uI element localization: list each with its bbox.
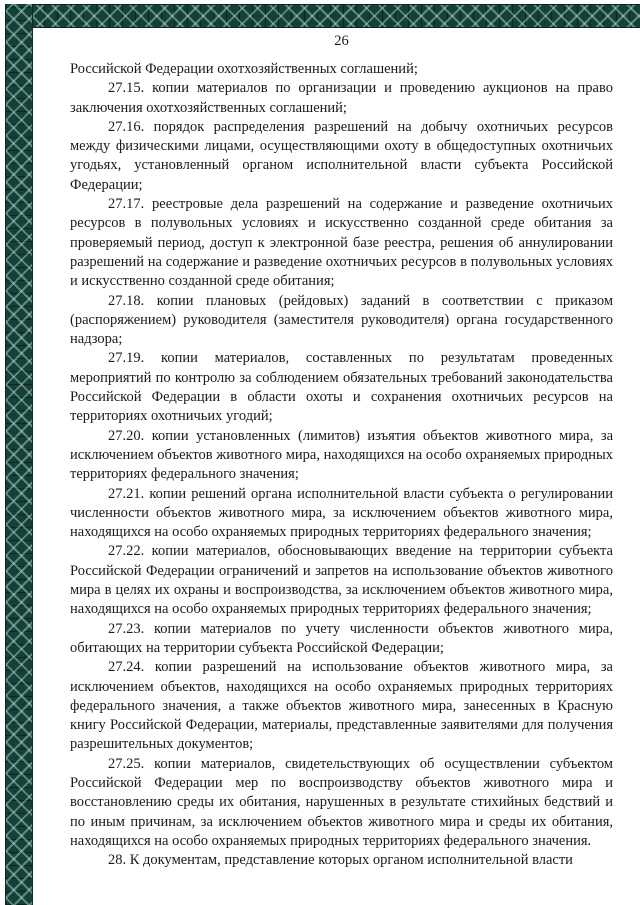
page-content [70, 30, 613, 870]
paragraph: 27.21. копии решений органа исполнительной власти субъекта о регулировании численности объектов животного мира, за исключением объектов животного мира, находящихся на особо охраняемых природных территориях федерального значения; [70, 485, 613, 541]
paragraph: 27.20. копии установленных (лимитов) изъятия объектов животного мира, за исключением объектов животного мира, находящихся на особо охраняемых природных территориях федерального значения; [70, 427, 613, 483]
paragraph: 27.17. реестровые дела разрешений на содержание и разведение охотничьих ресурсов в полувольных условиях и искусственно созданной среде обитания за проверяемый период, доступ к электронной базе реестра, решения об аннулировании разрешений на содержание и разведение охотничьих ресурсов в полувольных условиях и искусственно созданной среде обитания; [70, 196, 613, 290]
body-text [70, 60, 613, 870]
paragraph: 27.22. копии материалов, обосновывающих введение на территории субъекта Российской Федерации ограничений и запретов на использование объектов животного мира в целях их охраны и воспроизводства, за исключением объектов животного мира, находящихся на особо охраняемых природных территориях федерального значения; [70, 543, 613, 618]
ornamental-border-top [5, 4, 640, 28]
ornamental-border-left [5, 4, 33, 905]
paragraph: 27.16. порядок распределения разрешений на добычу охотничьих ресурсов между физическими лицами, осуществляющими охоту в общедоступных охотничьих угодьях, установленный органом исполнительной власти субъекта Российской Федерации; [70, 118, 613, 193]
paragraph: 28. К документам, представление которых органом исполнительной власти [108, 852, 573, 869]
paragraph: 27.15. копии материалов по организации и проведению аукционов на право заключения охотхозяйственных соглашений; [70, 80, 613, 116]
paragraph: 27.18. копии плановых (рейдовых) заданий в соответствии с приказом (распоряжением) руководителя (заместителя руководителя) органа государственного надзора; [70, 292, 613, 348]
paragraph: 27.19. копии материалов, составленных по результатам проведенных мероприятий по контролю за соблюдением обязательных требований законодательства Российской Федерации в области охоты и сохранения охотничьих ресурсов на территориях охотничьих угодий; [70, 350, 613, 425]
paragraph: Российской Федерации охотхозяйственных соглашений; [70, 61, 418, 77]
page-number: 26 [334, 33, 349, 49]
paragraph: 27.24. копии разрешений на использование объектов животного мира, за исключением объектов, находящихся на особо охраняемых природных территориях федерального значения, а также объектов животного мира, занесенных в Красную книгу Российской Федерации, материалы, представленные заявителями для получения разрешительных документов; [70, 659, 613, 753]
paragraph: 27.25. копии материалов, свидетельствующих об осуществлении субъектом Российской Федерации мер по воспроизводству объектов животного мира и восстановлению среды их обитания, нарушенных в результате стихийных бедствий и по иным причинам, за исключением объектов животного мира и среды их обитания, находящихся на особо охраняемых природных территориях федерального значения. [70, 755, 613, 849]
paragraph: 27.23. копии материалов по учету численности объектов животного мира, обитающих на территории субъекта Российской Федерации; [70, 620, 613, 656]
